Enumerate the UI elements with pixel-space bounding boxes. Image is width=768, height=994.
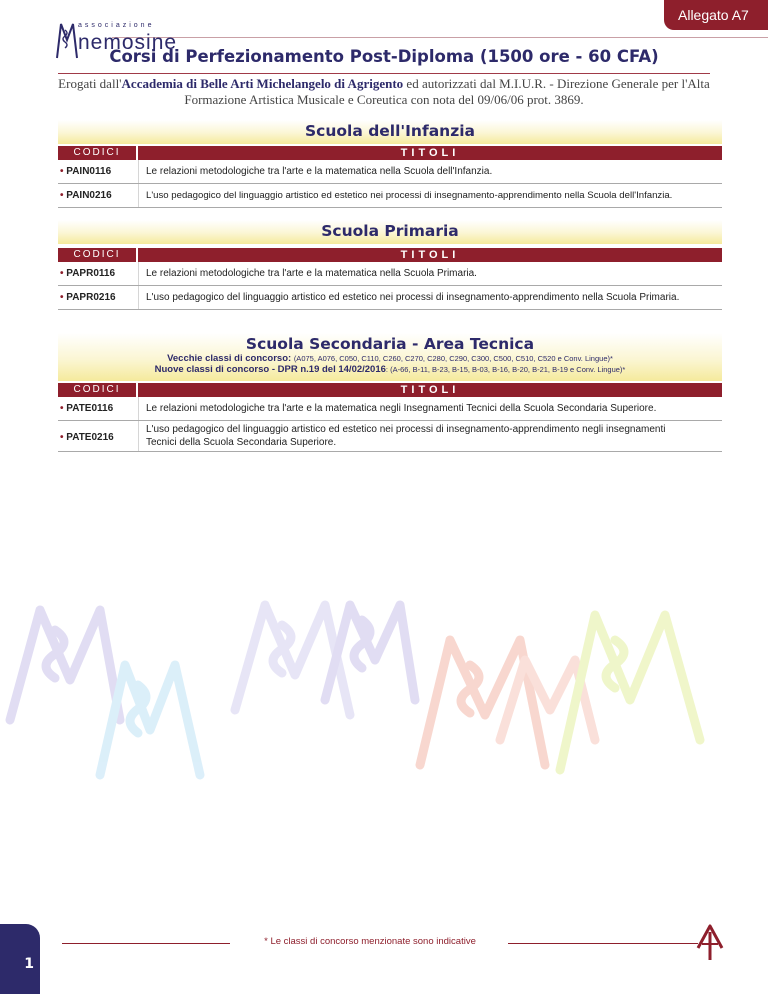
course-title: L'uso pedagogico del linguaggio artistico ed estetico nei processi di insegnamento-apprendimento nella Scuola Primaria. — [146, 292, 680, 303]
header-rule — [112, 37, 768, 38]
course-title: L'uso pedagogico del linguaggio artistico ed estetico nei processi di insegnamento-apprendimento negli insegnamenti Tecnici della Scuola Secondaria Superiore. — [146, 424, 666, 448]
intro-post: ed autorizzati dal M.I.U.R. - Direzione Generale per l'Alta Formazione Artistica Musicale e Coreutica con nota del 09/06/06 prot. 3869. — [184, 76, 710, 107]
table-row — [58, 160, 722, 184]
page-number — [0, 924, 40, 994]
titles-column-header: TITOLI — [138, 383, 722, 397]
course-code: • PAPR0116 — [58, 268, 136, 279]
course-code: • PAIN0116 — [58, 166, 136, 177]
table-row — [58, 184, 722, 208]
course-title: Le relazioni metodologiche tra l'arte e la matematica negli Insegnamenti Tecnici della Scuola Secondaria Superiore. — [146, 403, 657, 414]
footer-rule-left — [62, 943, 230, 944]
codes-column-header: CODICI — [58, 146, 136, 160]
course-code: • PAPR0216 — [58, 292, 136, 303]
page-title: Corsi di Perfezionamento Post-Diploma (1500 ore - 60 CFA) — [109, 47, 659, 66]
old-classes-list: (A075, A076, C050, C110, C260, C270, C280, C290, C300, C500, C510, C520 e Conv. Lingue)* — [293, 354, 613, 363]
course-code: • PAIN0216 — [58, 190, 136, 201]
section-heading-band — [58, 220, 722, 244]
course-title: L'uso pedagogico del linguaggio artistico ed estetico nei processi di insegnamento-apprendimento nella Scuola dell'Infanzia. — [146, 190, 673, 201]
intro-paragraph — [52, 76, 716, 108]
table-row — [58, 286, 722, 310]
page-number-label: 1 — [24, 956, 34, 972]
course-title: Le relazioni metodologiche tra l'arte e la matematica nella Scuola Primaria. — [146, 268, 477, 279]
table-row — [58, 421, 722, 452]
footnote: * Le classi di concorso menzionate sono indicative — [264, 936, 476, 947]
attachment-tag — [664, 0, 768, 30]
logo-wordmark: nemosine — [78, 31, 178, 54]
table-row — [58, 262, 722, 286]
codes-column-header: CODICI — [58, 383, 136, 397]
table-header — [58, 248, 722, 262]
table-header — [58, 146, 722, 160]
new-classes-list: : (A-66, B-11, B-23, B-15, B-03, B-16, B-20, B-21, B-19 e Conv. Lingue)* — [385, 365, 626, 374]
section-title: Scuola Secondaria - Area Tecnica — [245, 335, 535, 353]
old-classes-label: Vecchie classi di concorso: — [167, 353, 292, 364]
section-title: Scuola dell'Infanzia — [304, 122, 475, 140]
footer-rule-right — [508, 943, 698, 944]
decorative-logo-watermark-icon — [0, 590, 768, 780]
course-code: • PATE0216 — [58, 432, 136, 443]
table-header — [58, 383, 722, 397]
old-classes-line — [58, 353, 722, 364]
codes-column-header: CODICI — [58, 248, 136, 262]
section-title: Scuola Primaria — [321, 222, 459, 240]
course-code: • PATE0116 — [58, 403, 136, 414]
new-classes-line — [58, 364, 722, 375]
intro-pre: Erogati dall' — [58, 76, 122, 91]
logo-small-text: associazione — [78, 22, 155, 29]
attachment-tag-label: Allegato A7 — [678, 7, 749, 23]
title-rule — [58, 73, 710, 74]
footer-logo-mark-icon — [694, 922, 726, 962]
table-row — [58, 397, 722, 421]
titles-column-header: TITOLI — [138, 248, 722, 262]
new-classes-label: Nuove classi di concorso - DPR n.19 del 14/02/2016 — [154, 364, 386, 375]
section-heading-band — [58, 120, 722, 144]
course-title: Le relazioni metodologiche tra l'arte e la matematica nella Scuola dell'Infanzia. — [146, 166, 493, 177]
section-heading-band — [58, 333, 722, 381]
titles-column-header: TITOLI — [138, 146, 722, 160]
intro-academy: Accademia di Belle Arti Michelangelo di Agrigento — [121, 76, 404, 91]
